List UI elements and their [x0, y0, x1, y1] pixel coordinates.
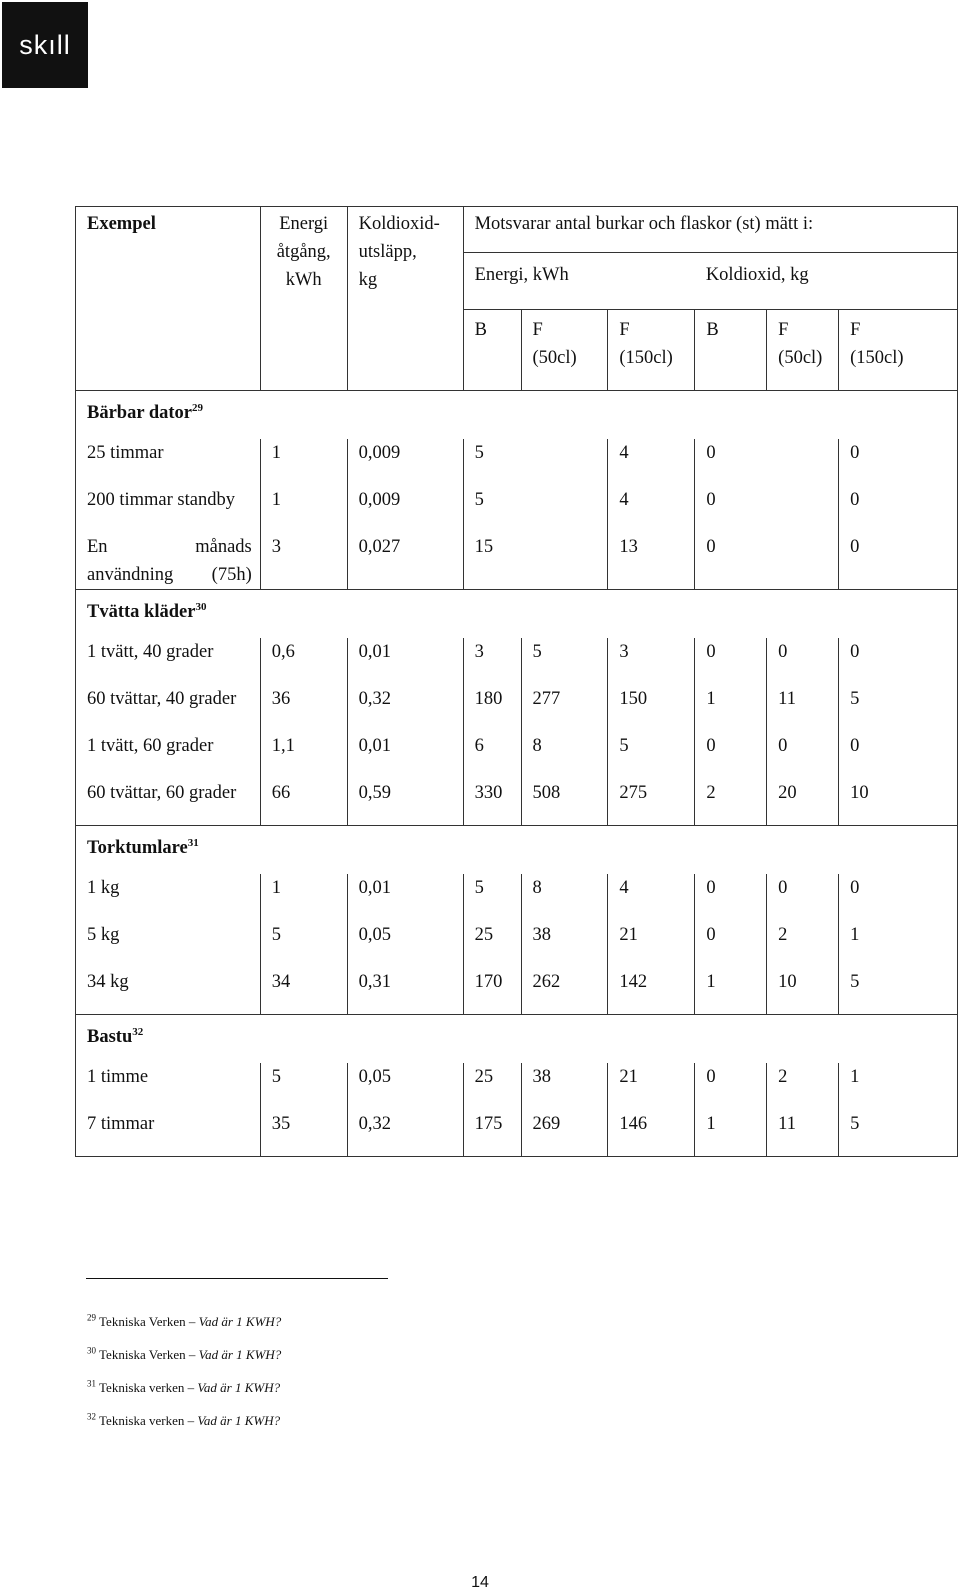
- table-cell: 2: [767, 921, 839, 968]
- table-cell: 10: [767, 968, 839, 1015]
- table-cell: 20: [767, 779, 839, 826]
- footnote-title: Vad är 1 KWH?: [198, 1314, 282, 1329]
- table-cell: 34: [260, 968, 347, 1015]
- table-cell: 3: [260, 533, 347, 590]
- header-sub-f50-energy: F (50cl): [521, 310, 608, 391]
- table-row: [76, 968, 958, 1015]
- table-cell: 275: [608, 779, 695, 826]
- header-sub-f150-energy: F (150cl): [608, 310, 695, 391]
- section-header-row: [76, 826, 958, 875]
- footnote-title: Vad är 1 KWH?: [197, 1413, 281, 1428]
- table-cell: 1: [839, 921, 958, 968]
- footnote-number: 30: [87, 1345, 96, 1356]
- table-cell: 15: [463, 533, 521, 590]
- footnote-rule: [86, 1278, 388, 1279]
- footnote: [87, 1380, 281, 1413]
- table-cell: 5: [463, 486, 521, 533]
- table-cell: 0,027: [347, 533, 463, 590]
- table-cell: [521, 439, 608, 486]
- section-footnote-ref: 31: [187, 836, 199, 849]
- table-cell: 10: [839, 779, 958, 826]
- table-cell: 0: [767, 638, 839, 685]
- table-cell: 0: [695, 533, 767, 590]
- table-cell: 5: [463, 439, 521, 486]
- footnote-source: Tekniska Verken –: [99, 1314, 199, 1329]
- table-cell: 262: [521, 968, 608, 1015]
- section-footnote-ref: 30: [195, 600, 207, 613]
- table-cell: 25: [463, 1063, 521, 1110]
- table-cell: 0,009: [347, 486, 463, 533]
- table-cell: 0: [695, 486, 767, 533]
- table-cell: 180: [463, 685, 521, 732]
- table-cell: 1: [260, 486, 347, 533]
- table-cell: 0: [839, 486, 958, 533]
- table-cell: 0: [695, 874, 767, 921]
- table-cell: 21: [608, 1063, 695, 1110]
- section-header-row: [76, 1015, 958, 1064]
- table-cell: 6: [463, 732, 521, 779]
- table-cell: 0,32: [347, 685, 463, 732]
- table-row: [76, 638, 958, 685]
- table-cell: 0: [695, 638, 767, 685]
- section-title: Bärbar dator: [87, 403, 193, 423]
- table-row: [76, 874, 958, 921]
- table-cell: 0,01: [347, 732, 463, 779]
- table-cell: 1: [839, 1063, 958, 1110]
- table-cell: 0,01: [347, 638, 463, 685]
- table-cell: 0: [839, 732, 958, 779]
- table-cell: 0: [839, 638, 958, 685]
- table-cell: 0: [695, 732, 767, 779]
- table-cell: 8: [521, 874, 608, 921]
- table-cell: 330: [463, 779, 521, 826]
- header-energi: Energi åtgång, kWh: [260, 207, 347, 391]
- table-cell: 269: [521, 1110, 608, 1157]
- table-cell: 5: [608, 732, 695, 779]
- row-label: 1 timme: [76, 1063, 261, 1110]
- table-cell: 1: [695, 968, 767, 1015]
- table-cell: 0,59: [347, 779, 463, 826]
- skill-logo: skıll: [2, 2, 88, 88]
- table-row: [76, 921, 958, 968]
- table-cell: 3: [608, 638, 695, 685]
- footnote-source: Tekniska verken –: [99, 1413, 198, 1428]
- table-cell: [767, 533, 839, 590]
- table-cell: 11: [767, 685, 839, 732]
- header-koldioxid-kg: Koldioxid, kg: [695, 253, 958, 310]
- table-cell: 0: [839, 439, 958, 486]
- table-cell: 66: [260, 779, 347, 826]
- header-sub-f150-co2: F (150cl): [839, 310, 958, 391]
- table-cell: 142: [608, 968, 695, 1015]
- section-title: Tvätta kläder: [87, 602, 196, 622]
- section-title: Torktumlare: [87, 838, 188, 858]
- row-label: 1 kg: [76, 874, 261, 921]
- table-cell: 508: [521, 779, 608, 826]
- table-row: [76, 685, 958, 732]
- table-cell: 36: [260, 685, 347, 732]
- table-cell: 0: [695, 439, 767, 486]
- table-cell: 0,31: [347, 968, 463, 1015]
- table-cell: 4: [608, 874, 695, 921]
- table-cell: 0: [695, 1063, 767, 1110]
- table-cell: 5: [839, 968, 958, 1015]
- table-row: [76, 486, 958, 533]
- row-label: En månads användning (75h): [76, 533, 261, 590]
- footnote-source: Tekniska verken –: [99, 1380, 198, 1395]
- table-cell: 35: [260, 1110, 347, 1157]
- table-cell: [521, 486, 608, 533]
- table-cell: 1: [260, 439, 347, 486]
- table-row: [76, 1063, 958, 1110]
- table-row: [76, 439, 958, 486]
- table-cell: 4: [608, 439, 695, 486]
- table-cell: 0: [767, 874, 839, 921]
- table-row: [76, 732, 958, 779]
- table-cell: 5: [260, 921, 347, 968]
- table-cell: 25: [463, 921, 521, 968]
- table-cell: 11: [767, 1110, 839, 1157]
- table-cell: 1: [695, 1110, 767, 1157]
- table-cell: 5: [463, 874, 521, 921]
- table-cell: 175: [463, 1110, 521, 1157]
- footnote-title: Vad är 1 KWH?: [198, 1347, 282, 1362]
- table-cell: 0,6: [260, 638, 347, 685]
- table-cell: 38: [521, 1063, 608, 1110]
- table-cell: 0,009: [347, 439, 463, 486]
- page-number: 14: [471, 1574, 489, 1591]
- table-row: [76, 533, 958, 590]
- table-cell: 3: [463, 638, 521, 685]
- table-cell: 13: [608, 533, 695, 590]
- table-cell: 277: [521, 685, 608, 732]
- row-label: 34 kg: [76, 968, 261, 1015]
- section-title: Bastu: [87, 1027, 133, 1047]
- table-cell: 0: [695, 921, 767, 968]
- section-footnote-ref: 32: [132, 1025, 144, 1038]
- row-label: 200 timmar standby: [76, 486, 261, 533]
- table-cell: 5: [521, 638, 608, 685]
- table-cell: 0,05: [347, 1063, 463, 1110]
- header-motsvarar: Motsvarar antal burkar och flaskor (st) mätt i:: [463, 207, 957, 253]
- table-cell: 8: [521, 732, 608, 779]
- table-cell: 38: [521, 921, 608, 968]
- table-cell: 146: [608, 1110, 695, 1157]
- table-cell: 0,05: [347, 921, 463, 968]
- table-cell: 1: [695, 685, 767, 732]
- footnote: [87, 1314, 281, 1347]
- table-cell: 5: [839, 1110, 958, 1157]
- table-cell: [767, 439, 839, 486]
- table-cell: 150: [608, 685, 695, 732]
- row-label: 25 timmar: [76, 439, 261, 486]
- footnote-title: Vad är 1 KWH?: [197, 1380, 281, 1395]
- footnotes: [87, 1314, 281, 1446]
- table-cell: 0,01: [347, 874, 463, 921]
- footnote: [87, 1413, 281, 1446]
- table-cell: 2: [767, 1063, 839, 1110]
- header-sub-f50-co2: F (50cl): [767, 310, 839, 391]
- row-label: 60 tvättar, 40 grader: [76, 685, 261, 732]
- footnote-number: 32: [87, 1411, 96, 1422]
- table-cell: 1: [260, 874, 347, 921]
- table-cell: 2: [695, 779, 767, 826]
- table-cell: 0: [767, 732, 839, 779]
- table-cell: [521, 533, 608, 590]
- table-cell: 0: [839, 533, 958, 590]
- table-cell: 5: [839, 685, 958, 732]
- table-cell: 0,32: [347, 1110, 463, 1157]
- section-footnote-ref: 29: [192, 401, 204, 414]
- table-cell: [767, 486, 839, 533]
- row-label: 7 timmar: [76, 1110, 261, 1157]
- table-cell: 4: [608, 486, 695, 533]
- header-sub-b-co2: B: [695, 310, 767, 391]
- footnote-source: Tekniska Verken –: [99, 1347, 199, 1362]
- table-row: [76, 1110, 958, 1157]
- row-label: 5 kg: [76, 921, 261, 968]
- section-header-row: [76, 590, 958, 639]
- footnote-number: 31: [87, 1378, 96, 1389]
- header-exempel: Exempel: [76, 207, 261, 391]
- table-cell: 21: [608, 921, 695, 968]
- table-row: [76, 779, 958, 826]
- header-energi-kwh: Energi, kWh: [463, 253, 695, 310]
- section-header-row: [76, 391, 958, 440]
- table-cell: 0: [839, 874, 958, 921]
- table-cell: 1,1: [260, 732, 347, 779]
- footnote: [87, 1347, 281, 1380]
- row-label: 60 tvättar, 60 grader: [76, 779, 261, 826]
- footnote-number: 29: [87, 1312, 96, 1323]
- table-cell: 5: [260, 1063, 347, 1110]
- energy-comparison-table: [75, 206, 958, 1157]
- row-label: 1 tvätt, 40 grader: [76, 638, 261, 685]
- header-koldioxid: Koldioxid- utsläpp, kg: [347, 207, 463, 391]
- table-cell: 170: [463, 968, 521, 1015]
- row-label: 1 tvätt, 60 grader: [76, 732, 261, 779]
- header-sub-b-energy: B: [463, 310, 521, 391]
